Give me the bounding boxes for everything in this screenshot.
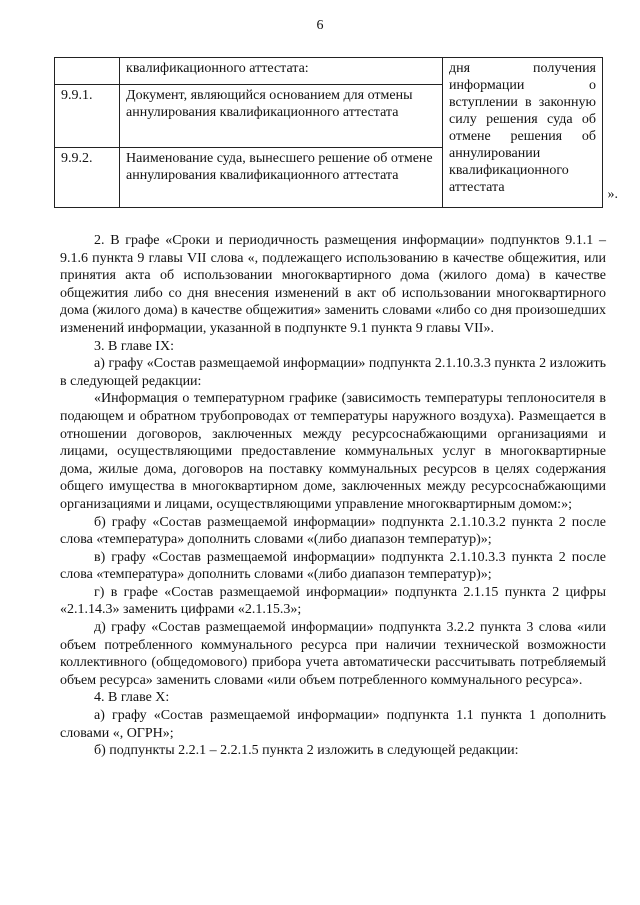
row-description: Наименование суда, вынесшего решение об отмене аннулирования квалификационного аттестата [120,148,443,208]
row-number: 9.9.1. [55,85,120,148]
regulation-table [54,57,618,208]
paragraph: б) графу «Состав размещаемой информации» подпункта 2.1.10.3.2 пункта 2 после слова «температура» дополнить словами «(либо диапазон температур)»; [60,514,606,548]
paragraph: 4. В главе X: [94,690,170,706]
paragraph: а) графу «Состав размещаемой информации» подпункта 2.1.10.3.3 пункта 2 изложить в следующей редакции: [60,356,606,389]
paragraph: д) графу «Состав размещаемой информации» подпункта 3.2.2 пункта 3 слова «или объем потребленного коммунального ресурса при наличии технической возможности коллективного (общедомового) прибора учета автоматически рассчитывать потребляемый объем ресурса» заменить словами «или объем потребленного коммунального ресурса». [60,620,606,688]
paragraph: в) графу «Состав размещаемой информации» подпункта 2.1.10.3.3 пункта 2 после слова «температура» дополнить словами «(либо диапазон температур)»; [60,549,606,583]
row-number: 9.9.2. [55,148,120,208]
paragraph: 2. В графе «Сроки и периодичность размещения информации» подпунктов 9.1.1 – 9.1.6 пункта 9 главы VII слова «, подлежащего использованию в качестве общежития, или принятия акта об использовании многоквартирного дома (жилого дома) в качестве общежития либо со дня внесения изменений в акт об использовании многоквартирного дома (жилого дома) в качестве общежития» заменить словами «либо со дня произошедших изменений информации, указанной в подпункте 9.1 пункта 9 главы VII». [60,233,606,336]
row-description: Документ, являющийся основанием для отмены аннулирования квалификационного аттестата [120,85,443,148]
period-cell [443,58,618,208]
row-number [55,58,120,85]
table-row [55,58,603,85]
page-number: 6 [316,18,324,33]
row-description: квалификационного аттестата: [120,58,443,85]
paragraph: а) графу «Состав размещаемой информации» подпункта 1.1 пункта 1 дополнить словами «, ОГРН»; [60,708,606,741]
paragraph: г) в графе «Состав размещаемой информации» подпункта 2.1.15 пункта 2 цифры «2.1.14.3» заменить цифрами «2.1.15.3»; [60,584,606,618]
paragraph: б) подпункты 2.2.1 – 2.2.1.5 пункта 2 изложить в следующей редакции: [94,743,519,759]
paragraph: 3. В главе IX: [94,338,174,354]
document-body [60,232,606,760]
period-text: дня получения информации о вступлении в законную силу решения суда об отмене решения об аннулировании квалификационного аттестата [449,61,596,195]
paragraph: «Информация о температурном графике (зависимость температуры теплоносителя в подающем и обратном трубопроводах от температуры наружного воздуха). Размещается в отношении договоров, заключенных между ресурсоснабжающими организациями и лицами, осуществляющими предоставление коммунальных услуг в многоквартирные дома, жилые дома, договоров на поставку коммунальных ресурсов в целях содержания общего имущества в многоквартирном доме, заключенных между ресурсоснабжающими организациями и лицами, осуществляющими управление многоквартирным домом:»; [60,391,606,512]
closing-quote: ». [607,187,618,202]
